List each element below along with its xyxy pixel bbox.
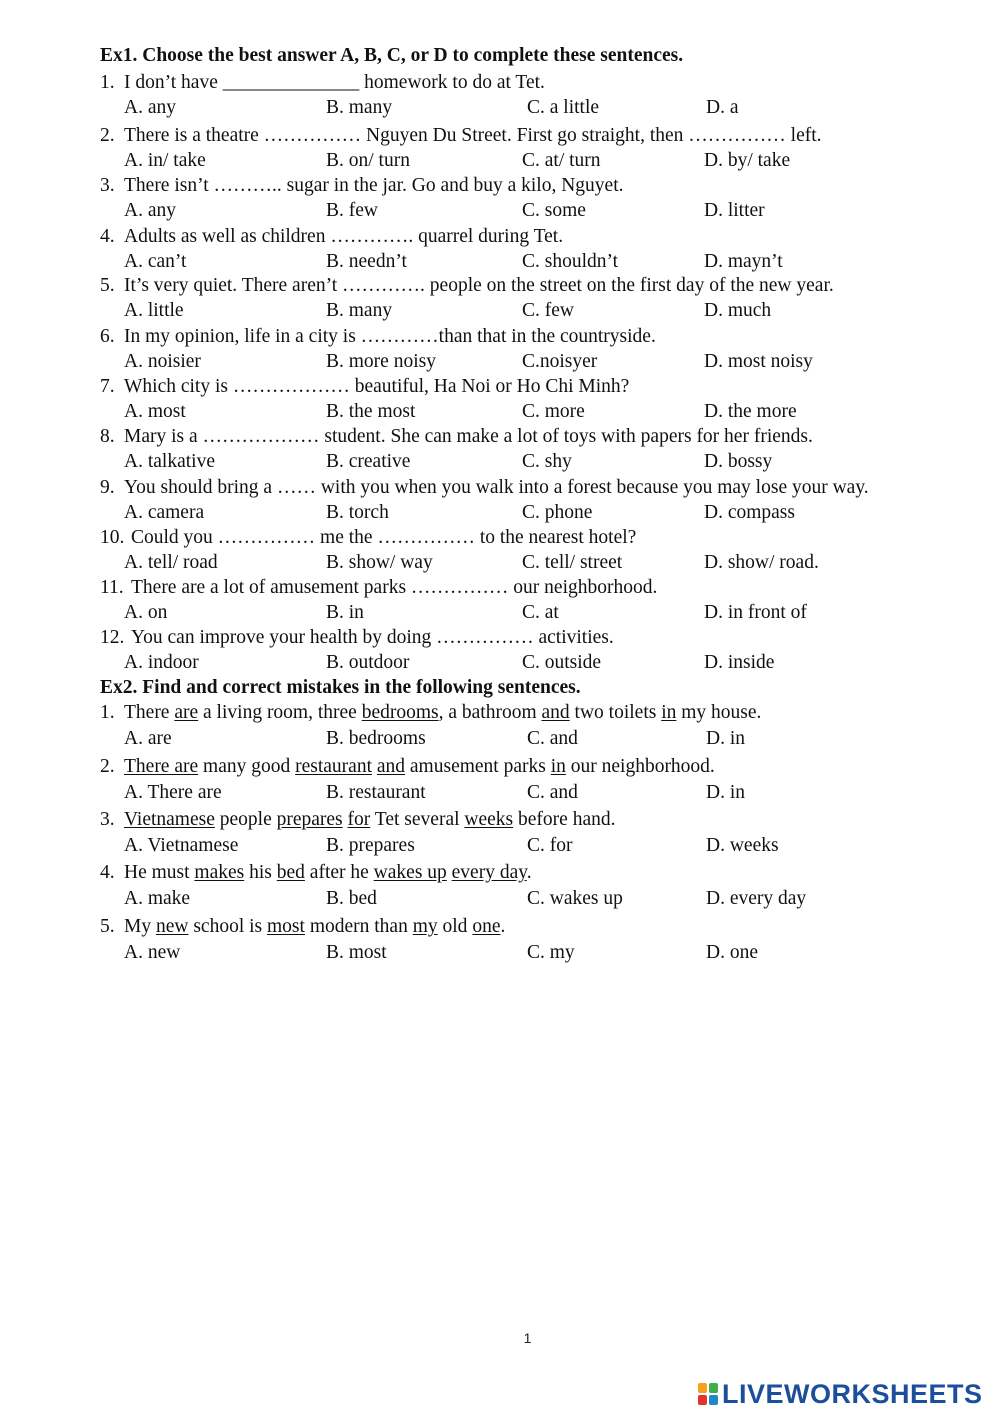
- ex1-q3-option-a: A. any: [124, 200, 176, 221]
- ex2-question-4: [100, 861, 532, 885]
- ex2-q5-option-a: A. new: [124, 942, 181, 963]
- text-segment: my house.: [676, 702, 762, 723]
- question-number: 11.: [100, 577, 124, 598]
- underlined-segment: prepares: [276, 809, 343, 830]
- ex1-q4-option-a: A. can’t: [124, 251, 187, 272]
- question-text: You should bring a …… with you when you walk into a forest because you may lose your way.: [124, 477, 869, 498]
- ex1-q6-option-a: A. noisier: [124, 351, 201, 372]
- ex2-heading: Ex2. Find and correct mistakes in the following sentences.: [100, 677, 581, 698]
- ex2-q3-option-a: A. Vietnamese: [124, 835, 239, 856]
- ex1-q1-option-a: A. any: [124, 97, 176, 118]
- ex1-q6-option-c: C.noisyer: [522, 351, 598, 372]
- question-number: 3.: [100, 809, 115, 830]
- ex1-q5-option-a: A. little: [124, 300, 184, 321]
- ex1-question-8: [100, 425, 813, 449]
- underlined-segment: There are: [124, 756, 199, 777]
- question-text: It’s very quiet. There aren’t …………. people on the street on the first day of the new year.: [124, 275, 834, 296]
- ex1-q5-option-d: D. much: [704, 300, 772, 321]
- text-segment: a living room, three: [198, 702, 362, 723]
- question-number: 4.: [100, 226, 115, 247]
- ex1-question-4: [100, 225, 563, 249]
- question-number: 7.: [100, 376, 115, 397]
- ex1-q8-option-a: A. talkative: [124, 451, 215, 472]
- ex1-q8-option-b: B. creative: [326, 451, 411, 472]
- ex1-q7-option-b: B. the most: [326, 401, 416, 422]
- ex1-question-12: [100, 626, 614, 650]
- ex2-question-1: [100, 701, 761, 725]
- ex2-q3-option-d: D. weeks: [706, 835, 779, 856]
- ex1-q4-option-c: C. shouldn’t: [522, 251, 619, 272]
- question-number: 6.: [100, 326, 115, 347]
- ex2-q4-option-d: D. every day: [706, 888, 807, 909]
- ex2-q4-option-c: C. wakes up: [527, 888, 623, 909]
- question-text: You can improve your health by doing …………… activities.: [131, 627, 614, 648]
- underlined-segment: bed: [276, 862, 305, 883]
- text-segment: My: [124, 916, 156, 937]
- ex1-question-5: [100, 274, 834, 298]
- question-number: 3.: [100, 175, 115, 196]
- ex1-q5-option-b: B. many: [326, 300, 393, 321]
- question-text: Could you …………… me the …………… to the nearest hotel?: [131, 527, 637, 548]
- ex1-q10-option-d: D. show/ road.: [704, 552, 819, 573]
- underlined-segment: one: [472, 916, 501, 937]
- text-segment: our neighborhood.: [565, 756, 715, 777]
- question-number: 4.: [100, 862, 115, 883]
- ex1-q9-option-a: A. camera: [124, 502, 205, 523]
- ex2-question-5: [100, 915, 505, 939]
- text-segment: many good: [198, 756, 296, 777]
- question-text: In my opinion, life in a city is …………than that in the countryside.: [124, 326, 656, 347]
- ex1-q7-option-d: D. the more: [704, 401, 797, 422]
- question-number: 5.: [100, 916, 115, 937]
- ex1-q4-option-b: B. needn’t: [326, 251, 407, 272]
- logo-square-3: [698, 1395, 707, 1405]
- underlined-segment: Vietnamese: [124, 809, 215, 830]
- ex2-q2-option-b: B. restaurant: [326, 782, 426, 803]
- text-segment: modern than: [304, 916, 413, 937]
- ex2-q2-option-d: D. in: [706, 782, 745, 803]
- ex2-q5-option-d: D. one: [706, 942, 758, 963]
- question-number: 2.: [100, 756, 115, 777]
- text-segment: before hand.: [513, 809, 616, 830]
- ex1-question-11: [100, 576, 657, 600]
- logo-square-2: [709, 1383, 718, 1393]
- liveworksheets-logo-text: LIVEWORKSHEETS: [722, 1378, 983, 1409]
- ex1-q2-option-a: A. in/ take: [124, 150, 206, 171]
- text-segment: after he: [304, 862, 374, 883]
- ex1-question-9: [100, 476, 869, 500]
- ex1-q3-option-c: C. some: [522, 200, 586, 221]
- question-text-end: homework to do at Tet.: [359, 72, 545, 93]
- text-segment: .: [500, 916, 506, 937]
- ex2-q5-option-c: C. my: [527, 942, 575, 963]
- ex1-q12-option-a: A. indoor: [124, 652, 199, 673]
- text-segment: There: [124, 702, 175, 723]
- question-text: Mary is a ……………… student. She can make a lot of toys with papers for her friends.: [124, 426, 813, 447]
- underlined-segment: in: [661, 702, 677, 723]
- underlined-segment: and: [376, 756, 406, 777]
- ex1-q9-option-d: D. compass: [704, 502, 795, 523]
- ex1-q10-option-c: C. tell/ street: [522, 552, 623, 573]
- underlined-segment: weeks: [464, 809, 514, 830]
- text-segment: Tet several: [370, 809, 465, 830]
- ex1-question-3: [100, 174, 624, 198]
- question-number: 1.: [100, 72, 115, 93]
- ex2-q3-option-c: C. for: [527, 835, 573, 856]
- ex1-q12-option-b: B. outdoor: [326, 652, 410, 673]
- ex1-q7-option-a: A. most: [124, 401, 186, 422]
- ex1-q3-option-d: D. litter: [704, 200, 765, 221]
- ex2-q1-option-c: C. and: [527, 728, 578, 749]
- question-text: Which city is ……………… beautiful, Ha Noi or Ho Chi Minh?: [124, 376, 630, 397]
- underlined-segment: makes: [194, 862, 245, 883]
- liveworksheets-logo[interactable]: [697, 1380, 983, 1408]
- ex1-question-10: [100, 526, 636, 550]
- ex1-q7-option-c: C. more: [522, 401, 585, 422]
- ex1-q2-option-b: B. on/ turn: [326, 150, 410, 171]
- question-text: There isn’t ……….. sugar in the jar. Go and buy a kilo, Nguyet.: [124, 175, 624, 196]
- ex1-q8-option-c: C. shy: [522, 451, 572, 472]
- liveworksheets-logo-icon: [697, 1382, 719, 1406]
- underlined-segment: in: [550, 756, 566, 777]
- ex1-q11-option-c: C. at: [522, 602, 559, 623]
- underlined-segment: are: [174, 702, 199, 723]
- logo-square-4: [709, 1395, 718, 1405]
- ex1-heading: Ex1. Choose the best answer A, B, C, or D to complete these sentences.: [100, 45, 684, 66]
- ex1-q11-option-d: D. in front of: [704, 602, 807, 623]
- ex1-q5-option-c: C. few: [522, 300, 574, 321]
- text-segment: .: [526, 862, 532, 883]
- ex1-q10-option-a: A. tell/ road: [124, 552, 218, 573]
- ex2-q5-option-b: B. most: [326, 942, 387, 963]
- ex1-q6-option-d: D. most noisy: [704, 351, 813, 372]
- ex1-q4-option-d: D. mayn’t: [704, 251, 783, 272]
- underlined-segment: for: [347, 809, 371, 830]
- text-segment: amusement parks: [405, 756, 551, 777]
- text-segment: two toilets: [569, 702, 662, 723]
- underlined-segment: wakes up: [373, 862, 447, 883]
- question-number: 8.: [100, 426, 115, 447]
- question-text: Adults as well as children …………. quarrel during Tet.: [124, 226, 564, 247]
- ex1-q11-option-a: A. on: [124, 602, 168, 623]
- underlined-segment: my: [412, 916, 438, 937]
- text-segment: old: [437, 916, 473, 937]
- ex1-q9-option-b: B. torch: [326, 502, 389, 523]
- question-number: 1.: [100, 702, 115, 723]
- ex1-q10-option-b: B. show/ way: [326, 552, 433, 573]
- question-text-start: I don’t have: [124, 72, 223, 93]
- ex1-q12-option-c: C. outside: [522, 652, 602, 673]
- ex1-question-1: [100, 71, 545, 95]
- answer-blank: ______________: [222, 72, 360, 93]
- question-number: 5.: [100, 275, 115, 296]
- ex1-q8-option-d: D. bossy: [704, 451, 773, 472]
- question-text: There are a lot of amusement parks …………… our neighborhood.: [131, 577, 658, 598]
- ex2-q2-option-c: C. and: [527, 782, 578, 803]
- ex2-q4-option-a: A. make: [124, 888, 191, 909]
- text-segment: people: [214, 809, 277, 830]
- text-segment: his: [244, 862, 277, 883]
- underlined-segment: restaurant: [295, 756, 372, 777]
- ex1-q2-option-c: C. at/ turn: [522, 150, 601, 171]
- question-number: 12.: [100, 627, 125, 648]
- text-segment: He must: [124, 862, 195, 883]
- text-segment: school is: [188, 916, 268, 937]
- text-segment: , a bathroom: [438, 702, 542, 723]
- logo-square-1: [698, 1383, 707, 1393]
- question-number: 2.: [100, 125, 115, 146]
- ex2-q3-option-b: B. prepares: [326, 835, 415, 856]
- ex2-q1-option-b: B. bedrooms: [326, 728, 426, 749]
- ex1-q9-option-c: C. phone: [522, 502, 593, 523]
- question-number: 10.: [100, 527, 125, 548]
- underlined-segment: new: [155, 916, 189, 937]
- page-number: 1: [523, 1330, 532, 1346]
- ex1-q1-option-d: D. a: [706, 97, 739, 118]
- ex2-question-3: [100, 808, 615, 832]
- ex1-q11-option-b: B. in: [326, 602, 364, 623]
- ex1-question-6: [100, 325, 656, 349]
- ex2-q4-option-b: B. bed: [326, 888, 377, 909]
- ex2-q1-option-a: A. are: [124, 728, 172, 749]
- ex1-q2-option-d: D. by/ take: [704, 150, 791, 171]
- ex1-q12-option-d: D. inside: [704, 652, 775, 673]
- question-number: 9.: [100, 477, 115, 498]
- ex2-q1-option-d: D. in: [706, 728, 745, 749]
- ex1-q1-option-b: B. many: [326, 97, 393, 118]
- ex1-question-2: [100, 124, 822, 148]
- underlined-segment: most: [267, 916, 305, 937]
- ex2-q2-option-a: A. There are: [124, 782, 222, 803]
- question-text: There is a theatre …………… Nguyen Du Street. First go straight, then …………… left.: [124, 125, 822, 146]
- underlined-segment: every day: [451, 862, 527, 883]
- ex2-question-2: [100, 755, 715, 779]
- ex1-q1-option-c: C. a little: [527, 97, 600, 118]
- ex1-q6-option-b: B. more noisy: [326, 351, 436, 372]
- underlined-segment: and: [541, 702, 570, 723]
- ex1-question-7: [100, 375, 629, 399]
- ex1-q3-option-b: B. few: [326, 200, 378, 221]
- underlined-segment: bedrooms: [361, 702, 439, 723]
